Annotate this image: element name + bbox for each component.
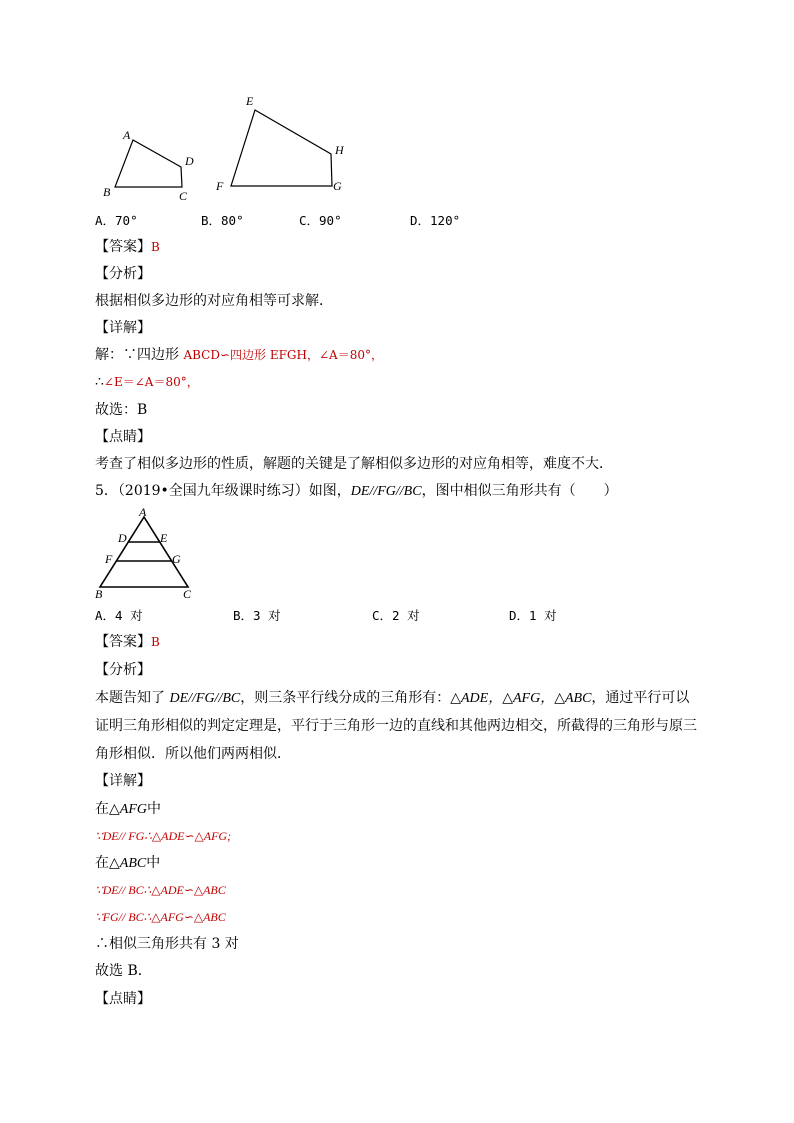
d3-prefix: 在△	[95, 855, 120, 871]
q5-detail-2: ∵DE// FG∴△ADE∽△AFG;	[95, 829, 232, 843]
q4-comment-text: 考查了相似多边形的性质，解题的关键是了解相似多边形的对应角相等，难度不大．	[95, 456, 613, 472]
q5-choice-c: C．2 对	[372, 608, 420, 623]
d3-suffix: 中	[146, 855, 161, 871]
q5-stem-prefix: 5．（2019•全国九年级课时练习）如图，	[95, 483, 351, 499]
q4-detail-line2	[95, 372, 199, 392]
q5-stem-suffix: ，图中相似三角形共有（ ）	[421, 483, 618, 499]
q4-choice-d: D．120°	[410, 213, 461, 228]
detail-line2-prefix: ∴	[95, 374, 104, 390]
tri-label-b: B	[95, 587, 103, 600]
tri-label-a: A	[139, 505, 147, 519]
answer-value: B	[151, 240, 160, 254]
q5-comment-tag: 【点睛】	[95, 991, 151, 1007]
tri-label-f: F	[105, 552, 113, 566]
d1-prefix: 在△	[95, 801, 120, 817]
analysis-l1-tri: △ADE，△AFG，△ABC	[450, 691, 592, 706]
q5-analysis-tag: 【分析】	[95, 662, 151, 678]
analysis-l1-a: 本题告知了	[95, 690, 170, 706]
detail-line1-red: ABCD∽四边形 EFGH，∠A＝80°，	[183, 348, 383, 362]
answer-tag: 【答案】	[95, 239, 151, 255]
q5-analysis-l2: 证明三角形相似的判定定理是，平行于三角形一边的直线和其他两边相交，所截得的三角形与原三	[95, 718, 697, 734]
q4-detail-line3	[95, 400, 147, 420]
label-g: G	[333, 179, 342, 193]
q5-detail-4: ∵DE// BC∴△ADE∽△ABC	[95, 883, 226, 897]
label-h: H	[335, 143, 344, 157]
q5-detail-1	[95, 799, 161, 820]
d1-math: AFG	[119, 802, 147, 817]
q4-answer	[95, 237, 160, 257]
label-c: C	[179, 189, 188, 203]
q4-choice-c: C．90°	[299, 213, 342, 228]
triangle-figure	[92, 505, 202, 600]
label-b: B	[103, 185, 111, 199]
q5-detail-7: 故选 B．	[95, 963, 152, 979]
q4-detail-tag: 【详解】	[95, 320, 151, 336]
label-e: E	[246, 94, 254, 108]
q4-analysis-text: 根据相似多边形的对应角相等可求解．	[95, 293, 333, 309]
q5-answer-value: B	[151, 635, 160, 649]
q5-detail-tag: 【详解】	[95, 773, 151, 789]
label-a: A	[123, 128, 131, 142]
q5-analysis-l3: 角形相似．所以他们两两相似．	[95, 746, 291, 762]
q4-comment-tag: 【点睛】	[95, 429, 151, 445]
q5-detail-5: ∵FG// BC∴△AFG∽△ABC	[95, 910, 226, 924]
q5-choice-d: D．1 对	[509, 608, 557, 623]
q5-analysis-l1	[95, 688, 689, 709]
tri-label-d: D	[118, 531, 127, 545]
q5-answer-tag: 【答案】	[95, 634, 151, 650]
tri-label-c: C	[183, 587, 192, 600]
d1-suffix: 中	[147, 801, 161, 817]
q5-detail-6: ∴相似三角形共有 3 对	[95, 936, 239, 952]
quadrilateral-efgh	[231, 110, 332, 186]
q5-stem	[95, 481, 618, 502]
q5-answer	[95, 632, 160, 652]
q4-detail-line1	[95, 345, 383, 365]
quadrilaterals-figure	[95, 92, 365, 204]
quadrilateral-abcd	[115, 140, 182, 187]
analysis-l1-c: ，通过平行可以	[591, 690, 690, 706]
q5-stem-math: DE//FG//BC	[350, 484, 422, 499]
q4-choice-b: B．80°	[201, 213, 244, 228]
q5-choice-b: B．3 对	[233, 608, 281, 623]
detail-line3: 故选：B	[95, 402, 148, 418]
detail-line2-red: ∠E＝∠A＝80°，	[103, 375, 199, 389]
detail-line1-prefix: 解：∵四边形	[95, 347, 184, 363]
tri-label-g: G	[172, 552, 181, 566]
analysis-l1-math: DE//FG//BC	[169, 691, 241, 706]
label-f: F	[216, 179, 224, 193]
q4-choice-a: A．70°	[95, 213, 138, 228]
d3-math: ABC	[119, 856, 147, 871]
analysis-l1-b: ，则三条平行线分成的三角形有：	[240, 690, 451, 706]
q4-analysis-tag: 【分析】	[95, 266, 151, 282]
tri-label-e: E	[160, 531, 168, 545]
q5-detail-3	[95, 853, 160, 874]
q5-choice-a: A．4 对	[95, 608, 143, 623]
label-d: D	[185, 154, 194, 168]
